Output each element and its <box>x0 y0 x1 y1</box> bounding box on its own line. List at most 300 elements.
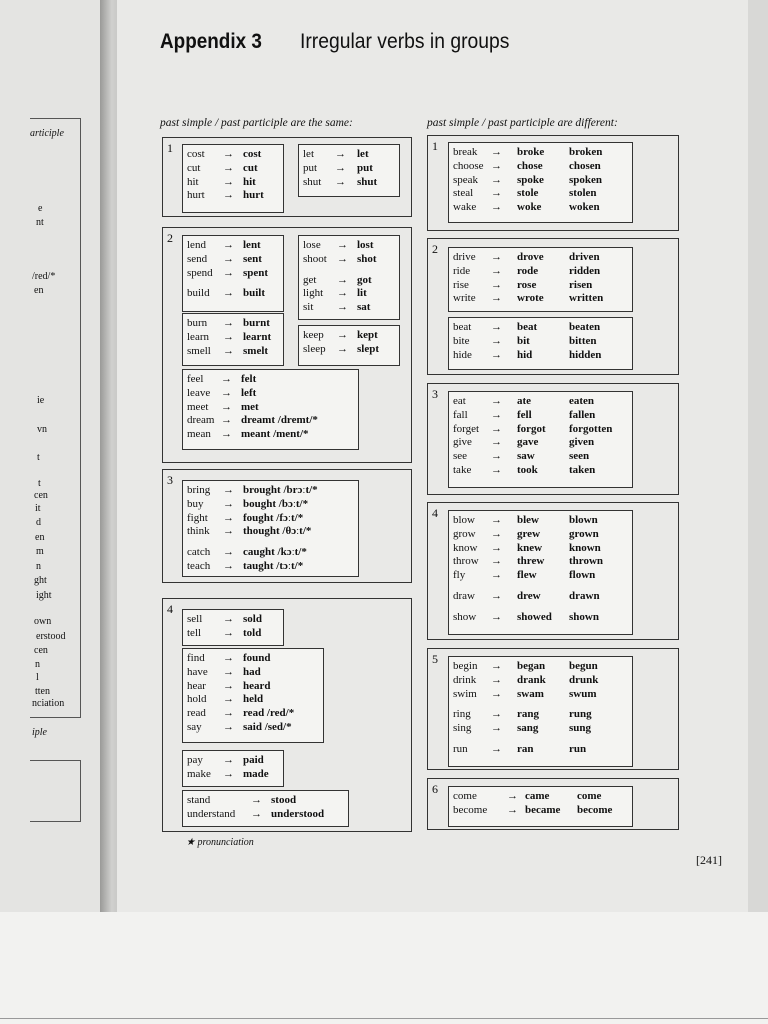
arrow-icon: → <box>507 790 518 802</box>
verb-box <box>182 235 284 312</box>
verb-past-simple: blew <box>517 514 539 526</box>
margin-fragment: iple <box>32 727 47 738</box>
verb-base-form: take <box>453 463 472 476</box>
verb-past-participle: forgotten <box>569 422 613 435</box>
verb-row <box>183 498 358 512</box>
verb-past-simple: gave <box>517 436 539 449</box>
verb-past-simple: threw <box>517 555 545 568</box>
arrow-icon: → <box>337 287 348 300</box>
verb-past-simple: shut <box>357 175 378 188</box>
verb-row <box>449 611 632 625</box>
verb-past-simple: cut <box>243 161 258 174</box>
verb-row <box>183 428 358 442</box>
verb-past-simple: saw <box>517 450 535 463</box>
arrow-icon: → <box>221 400 232 413</box>
arrow-icon: → <box>223 511 234 524</box>
verb-past-participle: become <box>577 803 613 816</box>
verb-base-form: mean <box>187 428 211 441</box>
verb-base-form: buy <box>187 497 204 510</box>
arrow-icon: → <box>223 175 234 188</box>
verb-past-participle: flown <box>569 569 596 582</box>
verb-past-participle: blown <box>569 514 598 526</box>
verb-past-participle: ridden <box>569 264 601 277</box>
verb-past-participle: grown <box>569 527 599 540</box>
verb-base-form: teach <box>187 559 211 572</box>
verb-past-simple: came <box>525 790 550 802</box>
margin-fragment: it <box>35 503 41 514</box>
margin-fragment: ie <box>37 395 45 406</box>
verb-base-form: throw <box>453 555 479 568</box>
verb-past-simple: beat <box>517 321 538 333</box>
arrow-icon: → <box>223 754 234 766</box>
verb-past-simple: grew <box>517 527 541 540</box>
arrow-icon: → <box>491 742 502 755</box>
verb-past-simple: got <box>357 273 372 286</box>
verb-row <box>449 555 632 569</box>
verb-past-participle: woken <box>569 201 600 214</box>
verb-row <box>183 387 358 401</box>
verb-row <box>183 754 283 768</box>
verb-base-form: say <box>187 720 202 733</box>
verb-past-simple: dreamt /dremt/* <box>241 414 318 427</box>
verb-past-simple: broke <box>517 146 545 158</box>
arrow-icon: → <box>335 148 346 160</box>
verb-base-form: become <box>453 803 488 816</box>
verb-base-form: bite <box>453 334 470 347</box>
arrow-icon: → <box>491 589 502 602</box>
verb-base-form: forget <box>453 422 480 435</box>
verb-row <box>299 148 399 162</box>
verb-past-participle: chosen <box>569 159 601 172</box>
verb-row <box>299 343 399 357</box>
margin-fragment: vn <box>37 424 47 435</box>
verb-row <box>183 401 358 415</box>
verb-past-participle: known <box>569 541 601 554</box>
verb-base-form: spend <box>187 266 213 279</box>
verb-row <box>449 409 632 423</box>
verb-past-participle: come <box>577 790 602 802</box>
arrow-icon: → <box>337 329 348 341</box>
arrow-icon: → <box>223 497 234 510</box>
arrow-icon: → <box>223 525 234 538</box>
verb-past-simple: sent <box>243 252 262 265</box>
arrow-icon: → <box>491 708 502 721</box>
verb-base-form: speak <box>453 173 479 186</box>
margin-fragment: d <box>36 517 41 528</box>
verb-base-form: smell <box>187 344 211 357</box>
verb-past-simple: caught /kɔːt/* <box>243 546 307 559</box>
verb-row <box>183 512 358 526</box>
verb-past-simple: wrote <box>517 292 544 305</box>
scan-bottom-margin <box>0 912 768 1024</box>
margin-fragment: nciation <box>32 698 65 709</box>
verb-base-form: bring <box>187 484 211 496</box>
verb-base-form: shut <box>303 175 322 188</box>
verb-row <box>449 514 632 528</box>
verb-row <box>449 160 632 174</box>
verb-past-simple: thought /θɔːt/* <box>243 525 312 538</box>
verb-base-form: stand <box>187 794 211 806</box>
verb-past-participle: drunk <box>569 673 599 686</box>
verb-past-participle: beaten <box>569 321 601 333</box>
margin-fragment: l <box>36 672 39 683</box>
verb-row <box>183 331 283 345</box>
arrow-icon: → <box>337 342 348 355</box>
verb-row <box>449 569 632 583</box>
verb-box <box>182 144 284 213</box>
arrow-icon: → <box>491 187 502 200</box>
verb-past-simple: became <box>525 803 561 816</box>
verb-row <box>299 287 399 301</box>
verb-past-simple: lost <box>357 239 374 251</box>
arrow-icon: → <box>507 803 518 816</box>
verb-base-form: swim <box>453 687 477 700</box>
verb-base-form: read <box>187 707 206 720</box>
verb-base-form: fly <box>453 569 466 582</box>
arrow-icon: → <box>491 555 502 568</box>
verb-past-participle: given <box>569 436 595 449</box>
verb-past-simple: made <box>243 767 269 780</box>
verb-row <box>449 790 632 804</box>
margin-fragment: n <box>36 561 41 572</box>
verb-past-simple: showed <box>517 610 552 623</box>
verb-past-participle: begun <box>569 660 598 672</box>
verb-base-form: dream <box>187 414 215 427</box>
verb-past-participle: spoken <box>569 173 603 186</box>
previous-page-frame-lower <box>30 760 81 822</box>
verb-past-participle: broken <box>569 146 603 158</box>
group-number: 1 <box>167 141 173 155</box>
verb-past-participle: stolen <box>569 187 597 200</box>
verb-past-simple: read /red/* <box>243 707 295 720</box>
verb-past-simple: lent <box>243 239 261 251</box>
arrow-icon: → <box>335 175 346 188</box>
verb-base-form: write <box>453 292 476 305</box>
arrow-icon: → <box>491 146 502 158</box>
verb-base-form: think <box>187 525 210 538</box>
verb-past-simple: kept <box>357 329 378 341</box>
verb-base-form: choose <box>453 159 484 172</box>
arrow-icon: → <box>223 239 234 251</box>
arrow-icon: → <box>223 252 234 265</box>
verb-past-simple: left <box>241 386 257 399</box>
verb-row <box>183 768 283 782</box>
verb-past-participle: thrown <box>569 555 604 568</box>
verb-row <box>183 666 323 680</box>
verb-past-simple: learnt <box>243 330 272 343</box>
verb-past-simple: fell <box>517 408 532 421</box>
verb-box <box>298 325 400 366</box>
verb-row <box>183 189 283 203</box>
verb-past-participle: fallen <box>569 408 596 421</box>
verb-past-participle: drawn <box>569 589 600 602</box>
verb-row <box>449 423 632 437</box>
arrow-icon: → <box>223 613 234 625</box>
verb-box <box>298 144 400 197</box>
arrow-icon: → <box>223 344 234 357</box>
verb-past-simple: bought /bɔːt/* <box>243 497 309 510</box>
verb-row <box>183 721 323 735</box>
verb-box <box>182 313 284 366</box>
verb-row <box>183 373 358 387</box>
margin-fragment: t <box>38 478 41 489</box>
verb-box <box>448 391 633 488</box>
verb-past-simple: rang <box>517 708 539 721</box>
arrow-icon: → <box>491 527 502 540</box>
verb-base-form: tell <box>187 626 202 639</box>
verb-row <box>183 317 283 331</box>
verb-row <box>183 707 323 721</box>
arrow-icon: → <box>221 414 232 427</box>
verb-row <box>449 743 632 757</box>
arrow-icon: → <box>337 301 348 314</box>
verb-base-form: leave <box>187 386 211 399</box>
verb-past-simple: meant /ment/* <box>241 428 309 441</box>
verb-past-simple: shot <box>357 252 377 265</box>
verb-past-simple: woke <box>517 201 542 214</box>
verb-row <box>449 251 632 265</box>
arrow-icon: → <box>491 514 502 526</box>
verb-past-simple: understood <box>271 807 325 820</box>
verb-past-participle: bitten <box>569 334 597 347</box>
verb-row <box>183 148 283 162</box>
verb-row <box>183 808 348 822</box>
arrow-icon: → <box>337 252 348 265</box>
arrow-icon: → <box>491 173 502 186</box>
verb-base-form: catch <box>187 546 211 559</box>
margin-fragment: ght <box>34 575 47 586</box>
arrow-icon: → <box>223 707 234 720</box>
arrow-icon: → <box>491 321 502 333</box>
verb-row <box>299 329 399 343</box>
arrow-icon: → <box>491 395 502 407</box>
verb-row <box>299 253 399 267</box>
verb-row <box>449 708 632 722</box>
arrow-icon: → <box>221 428 232 441</box>
verb-base-form: learn <box>187 330 209 343</box>
verb-base-form: grow <box>453 527 476 540</box>
verb-row <box>183 652 323 666</box>
arrow-icon: → <box>491 541 502 554</box>
verb-past-simple: taught /tɔːt/* <box>243 559 304 572</box>
verb-past-simple: took <box>517 463 538 476</box>
verb-past-simple: felt <box>241 373 257 385</box>
verb-row <box>183 484 358 498</box>
verb-row <box>183 613 283 627</box>
verb-past-participle: driven <box>569 251 600 263</box>
verb-past-simple: hit <box>243 175 256 188</box>
verb-base-form: lose <box>303 239 321 251</box>
group-number: 4 <box>432 506 438 520</box>
arrow-icon: → <box>223 720 234 733</box>
verb-past-participle: eaten <box>569 395 595 407</box>
arrow-icon: → <box>223 330 234 343</box>
group-number: 6 <box>432 782 438 796</box>
verb-row <box>299 274 399 288</box>
group-number: 5 <box>432 652 438 666</box>
verb-past-simple: hurt <box>243 189 264 202</box>
arrow-icon: → <box>221 373 232 385</box>
verb-past-simple: built <box>243 287 266 300</box>
verb-past-participle: risen <box>569 278 593 291</box>
verb-past-simple: stole <box>517 187 539 200</box>
verb-row <box>449 349 632 363</box>
verb-past-simple: hid <box>517 348 533 361</box>
verb-box <box>298 235 400 320</box>
verb-base-form: draw <box>453 589 475 602</box>
arrow-icon: → <box>337 239 348 251</box>
verb-row <box>449 436 632 450</box>
verb-past-simple: lit <box>357 287 367 300</box>
verb-row <box>449 542 632 556</box>
verb-row <box>183 680 323 694</box>
arrow-icon: → <box>223 626 234 639</box>
verb-row <box>449 688 632 702</box>
verb-row <box>449 279 632 293</box>
arrow-icon: → <box>491 422 502 435</box>
verb-past-simple: had <box>243 665 261 678</box>
verb-row <box>183 794 348 808</box>
verb-base-form: hide <box>453 348 472 361</box>
verb-past-simple: sang <box>517 722 539 735</box>
arrow-icon: → <box>491 463 502 476</box>
verb-base-form: make <box>187 767 211 780</box>
verb-past-simple: smelt <box>243 344 269 357</box>
verb-past-participle: seen <box>569 450 590 463</box>
verb-base-form: pay <box>187 754 203 766</box>
arrow-icon: → <box>223 767 234 780</box>
arrow-icon: → <box>491 348 502 361</box>
verb-base-form: drive <box>453 251 476 263</box>
footnote: ★ pronunciation <box>186 837 254 848</box>
arrow-icon: → <box>337 273 348 286</box>
verb-base-form: give <box>453 436 472 449</box>
verb-past-simple: fought /fɔːt/* <box>243 511 304 524</box>
verb-base-form: eat <box>453 395 466 407</box>
verb-past-simple: sat <box>357 301 371 314</box>
verb-base-form: hold <box>187 693 207 706</box>
group-number: 1 <box>432 139 438 153</box>
verb-past-participle: run <box>569 742 587 755</box>
verb-base-form: have <box>187 665 208 678</box>
margin-fragment: nt <box>36 217 44 228</box>
margin-fragment: tten <box>35 686 50 697</box>
verb-box <box>182 750 284 787</box>
arrow-icon: → <box>491 687 502 700</box>
verb-row <box>449 201 632 215</box>
verb-past-simple: flew <box>517 569 537 582</box>
group-number: 3 <box>167 473 173 487</box>
verb-base-form: light <box>303 287 324 300</box>
verb-past-simple: said /sed/* <box>243 720 292 733</box>
verb-row <box>449 335 632 349</box>
verb-box <box>448 142 633 223</box>
verb-base-form: understand <box>187 807 236 820</box>
verb-row <box>299 176 399 190</box>
verb-base-form: break <box>453 146 478 158</box>
verb-row <box>183 345 283 359</box>
arrow-icon: → <box>223 484 234 496</box>
verb-base-form: ring <box>453 708 471 721</box>
verb-base-form: meet <box>187 400 209 413</box>
verb-row <box>449 590 632 604</box>
verb-past-simple: paid <box>243 754 264 766</box>
verb-base-form: let <box>303 148 314 160</box>
verb-row <box>449 804 632 818</box>
verb-past-simple: brought /brɔːt/* <box>243 484 318 496</box>
margin-fragment: n <box>35 659 40 670</box>
page-title <box>160 30 510 54</box>
arrow-icon: → <box>223 287 234 300</box>
verb-past-simple: heard <box>243 679 271 692</box>
verb-past-simple: forgot <box>517 422 546 435</box>
margin-fragment: own <box>34 616 52 627</box>
verb-base-form: find <box>187 652 205 664</box>
verb-row <box>183 414 358 428</box>
verb-row <box>183 560 358 574</box>
verb-past-participle: sung <box>569 722 592 735</box>
arrow-icon: → <box>491 251 502 263</box>
verb-past-participle: swum <box>569 687 597 700</box>
arrow-icon: → <box>491 660 502 672</box>
verb-row <box>183 253 283 267</box>
verb-row <box>449 464 632 478</box>
verb-base-form: feel <box>187 373 204 385</box>
page-number: [241] <box>696 853 722 867</box>
verb-past-simple: told <box>243 626 262 639</box>
verb-base-form: fall <box>453 408 468 421</box>
verb-past-simple: chose <box>517 159 543 172</box>
arrow-icon: → <box>223 693 234 706</box>
verb-row <box>449 722 632 736</box>
verb-row <box>183 627 283 641</box>
verb-base-form: see <box>453 450 468 463</box>
arrow-icon: → <box>491 408 502 421</box>
verb-past-simple: found <box>243 652 271 664</box>
verb-base-form: fight <box>187 511 208 524</box>
margin-fragment: articiple <box>30 128 64 139</box>
verb-base-form: rise <box>453 278 469 291</box>
verb-box <box>182 369 359 450</box>
verb-base-form: sing <box>453 722 472 735</box>
verb-box <box>448 786 633 827</box>
verb-past-participle: shown <box>569 610 599 623</box>
verb-past-simple: drove <box>517 251 544 263</box>
verb-base-form: build <box>187 287 210 300</box>
arrow-icon: → <box>221 386 232 399</box>
verb-base-form: hurt <box>187 189 205 202</box>
verb-row <box>449 174 632 188</box>
verb-box <box>182 480 359 577</box>
verb-past-participle: hidden <box>569 348 602 361</box>
verb-box <box>448 317 633 370</box>
arrow-icon: → <box>223 665 234 678</box>
verb-base-form: send <box>187 252 208 265</box>
group-number: 4 <box>167 602 173 616</box>
verb-row <box>183 267 283 281</box>
group-number: 2 <box>432 242 438 256</box>
verb-past-simple: began <box>517 660 546 672</box>
margin-fragment: cen <box>34 645 48 656</box>
verb-base-form: sell <box>187 613 203 625</box>
verb-past-participle: taken <box>569 463 596 476</box>
verb-row <box>299 162 399 176</box>
arrow-icon: → <box>491 278 502 291</box>
verb-box <box>448 510 633 635</box>
margin-fragment: m <box>36 546 44 557</box>
verb-base-form: keep <box>303 329 324 341</box>
verb-row <box>449 265 632 279</box>
